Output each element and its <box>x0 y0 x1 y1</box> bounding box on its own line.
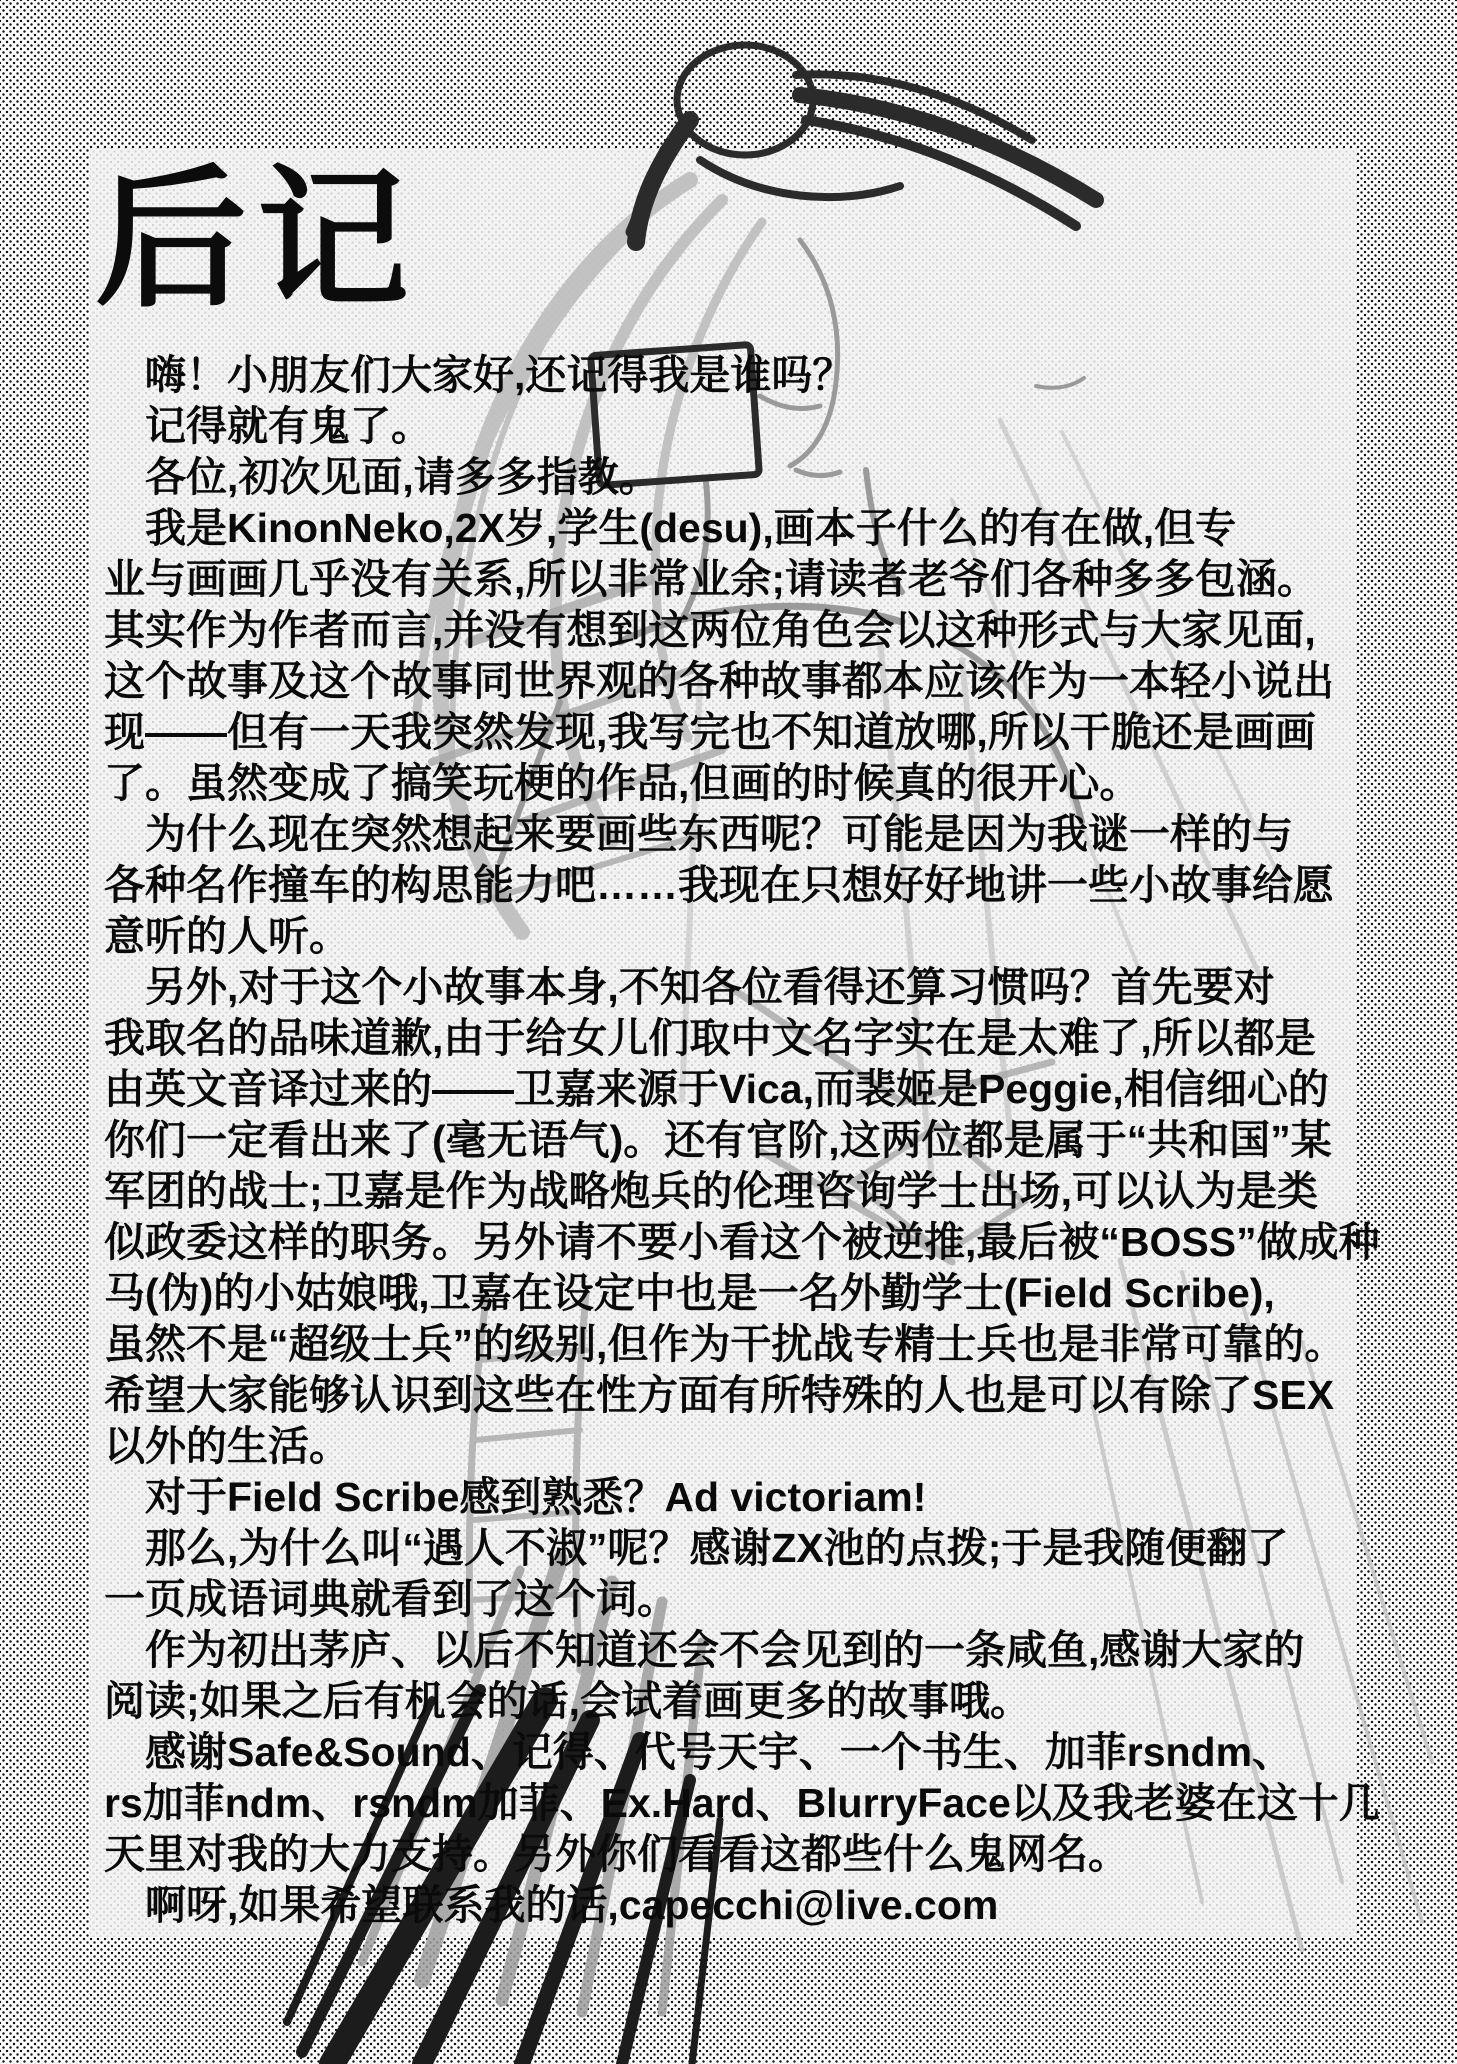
afterword-line: 你们一定看出来了(毫无语气)。还有官阶,这两位都是属于“共和国”某 <box>104 1117 1332 1163</box>
afterword-line: 各种名作撞车的构思能力吧……我现在只想好好地讲一些小故事给愿 <box>104 862 1334 908</box>
afterword-line: 一页成语词典就看到了这个词。 <box>104 1576 678 1622</box>
afterword-line: 意听的人听。 <box>104 913 350 959</box>
afterword-line: 啊呀,如果希望联系我的话,capecchi@live.com <box>104 1882 999 1928</box>
afterword-line: 虽然不是“超级士兵”的级别,但作为干扰战专精士兵也是非常可靠的。 <box>104 1321 1346 1367</box>
afterword-line: 由英文音译过来的——卫嘉来源于Vica,而裴姬是Peggie,相信细心的 <box>104 1066 1329 1112</box>
afterword-line: 嗨！小朋友们大家好,还记得我是谁吗？ <box>104 352 854 398</box>
afterword-line: 另外,对于这个小故事本身,不知各位看得还算习惯吗？首先要对 <box>104 964 1275 1010</box>
afterword-line: 那么,为什么叫“遇人不淑”呢？感谢ZX池的点拨;于是我随便翻了 <box>104 1525 1289 1571</box>
afterword-line: 作为初出茅庐、以后不知道还会不会见到的一条咸鱼,感谢大家的 <box>104 1627 1305 1673</box>
afterword-line: 天里对我的大力支持。另外你们看看这都些什么鬼网名。 <box>104 1831 1129 1877</box>
afterword-line: 马(伪)的小姑娘哦,卫嘉在设定中也是一名外勤学士(Field Scribe), <box>104 1270 1275 1316</box>
afterword-line: 以外的生活。 <box>104 1423 350 1469</box>
afterword-line: 记得就有鬼了。 <box>104 403 432 449</box>
afterword-line: 了。虽然变成了搞笑玩梗的作品,但画的时候真的很开心。 <box>104 760 1141 806</box>
afterword-text <box>104 350 1380 1931</box>
afterword-line: 各位,初次见面,请多多指教。 <box>104 454 660 500</box>
afterword-line: 军团的战士;卫嘉是作为战略炮兵的伦理咨询学士出场,可以认为是类 <box>104 1168 1319 1214</box>
afterword-line: 感谢Safe&Sound、记得、代号天宇、一个书生、加菲rsndm、 <box>104 1729 1294 1775</box>
afterword-line: 我是KinonNeko,2X岁,学生(desu),画本子什么的有在做,但专 <box>104 505 1237 551</box>
afterword-line: 其实作为作者而言,并没有想到这两位角色会以这种形式与大家见面, <box>104 607 1316 653</box>
afterword-line: 为什么现在突然想起来要画些东西呢？可能是因为我谜一样的与 <box>104 811 1293 857</box>
page-title: 后记 <box>95 155 419 325</box>
afterword-line: 希望大家能够认识到这些在性方面有所特殊的人也是可以有除了SEX <box>104 1372 1335 1418</box>
afterword-line: 似政委这样的职务。另外请不要小看这个被逆推,最后被“BOSS”做成种 <box>104 1219 1380 1265</box>
afterword-line: 这个故事及这个故事同世界观的各种故事都本应该作为一本轻小说出 <box>104 658 1334 704</box>
afterword-line: 对于Field Scribe感到熟悉？Ad victoriam! <box>104 1474 927 1520</box>
afterword-line: 业与画画几乎没有关系,所以非常业余;请读者老爷们各种多多包涵。 <box>104 556 1319 602</box>
afterword-line: 我取名的品味道歉,由于给女儿们取中文名字实在是太难了,所以都是 <box>104 1015 1316 1061</box>
afterword-line: 现——但有一天我突然发现,我写完也不知道放哪,所以干脆还是画画 <box>104 709 1316 755</box>
afterword-line: rs加菲ndm、rsndm加菲、Ex.Hard、BlurryFace以及我老婆在这十几 <box>104 1780 1380 1826</box>
afterword-line: 阅读;如果之后有机会的话,会试着画更多的故事哦。 <box>104 1678 1032 1724</box>
